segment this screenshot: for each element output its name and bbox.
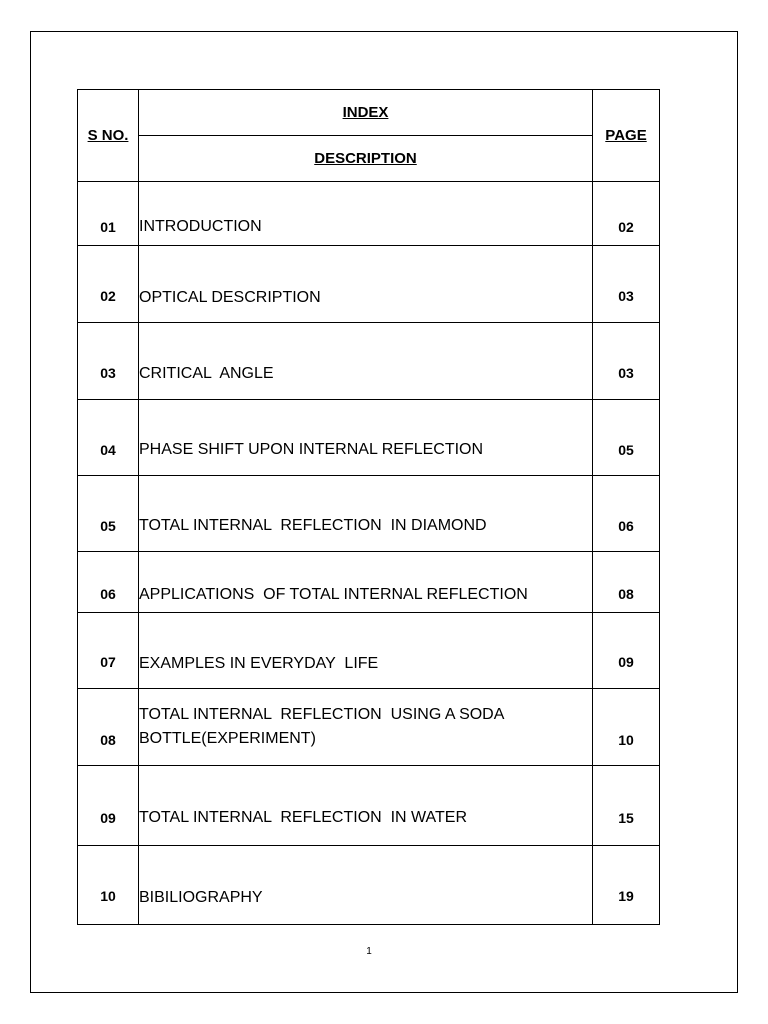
row-sno: 10 (78, 846, 139, 925)
index-title: INDEX (139, 90, 593, 136)
table-row (78, 766, 660, 846)
row-description: PHASE SHIFT UPON INTERNAL REFLECTION (139, 400, 593, 476)
table-row (78, 400, 660, 476)
row-description: BIBILIOGRAPHY (139, 846, 593, 925)
row-description: EXAMPLES IN EVERYDAY LIFE (139, 613, 593, 689)
row-sno: 08 (78, 689, 139, 766)
description-header: DESCRIPTION (139, 136, 593, 182)
row-sno: 09 (78, 766, 139, 846)
table-row (78, 846, 660, 925)
row-description: OPTICAL DESCRIPTION (139, 246, 593, 323)
row-page: 06 (593, 476, 660, 552)
header-row-title (78, 90, 660, 136)
header-row-description (78, 136, 660, 182)
row-description: TOTAL INTERNAL REFLECTION USING A SODA BOTTLE(EXPERIMENT) (139, 689, 593, 766)
row-sno: 03 (78, 323, 139, 400)
table-row (78, 613, 660, 689)
table-row (78, 246, 660, 323)
table-row (78, 552, 660, 613)
row-description: TOTAL INTERNAL REFLECTION IN WATER (139, 766, 593, 846)
row-page: 08 (593, 552, 660, 613)
row-page: 05 (593, 400, 660, 476)
row-page: 02 (593, 182, 660, 246)
row-sno: 07 (78, 613, 139, 689)
row-description: TOTAL INTERNAL REFLECTION IN DIAMOND (139, 476, 593, 552)
row-page: 19 (593, 846, 660, 925)
index-table (77, 89, 660, 925)
row-description: APPLICATIONS OF TOTAL INTERNAL REFLECTION (139, 552, 593, 613)
row-description: CRITICAL ANGLE (139, 323, 593, 400)
row-sno: 02 (78, 246, 139, 323)
row-page: 09 (593, 613, 660, 689)
table-row (78, 323, 660, 400)
page-number: 1 (366, 946, 372, 957)
row-sno: 01 (78, 182, 139, 246)
table-row (78, 476, 660, 552)
row-sno: 04 (78, 400, 139, 476)
row-sno: 05 (78, 476, 139, 552)
row-description: INTRODUCTION (139, 182, 593, 246)
row-page: 03 (593, 246, 660, 323)
row-page: 03 (593, 323, 660, 400)
sno-header: S NO. (78, 90, 139, 182)
table-row (78, 182, 660, 246)
row-page: 15 (593, 766, 660, 846)
table-row (78, 689, 660, 766)
row-sno: 06 (78, 552, 139, 613)
row-page: 10 (593, 689, 660, 766)
page-header: PAGE (593, 90, 660, 182)
index-rows (78, 182, 660, 925)
